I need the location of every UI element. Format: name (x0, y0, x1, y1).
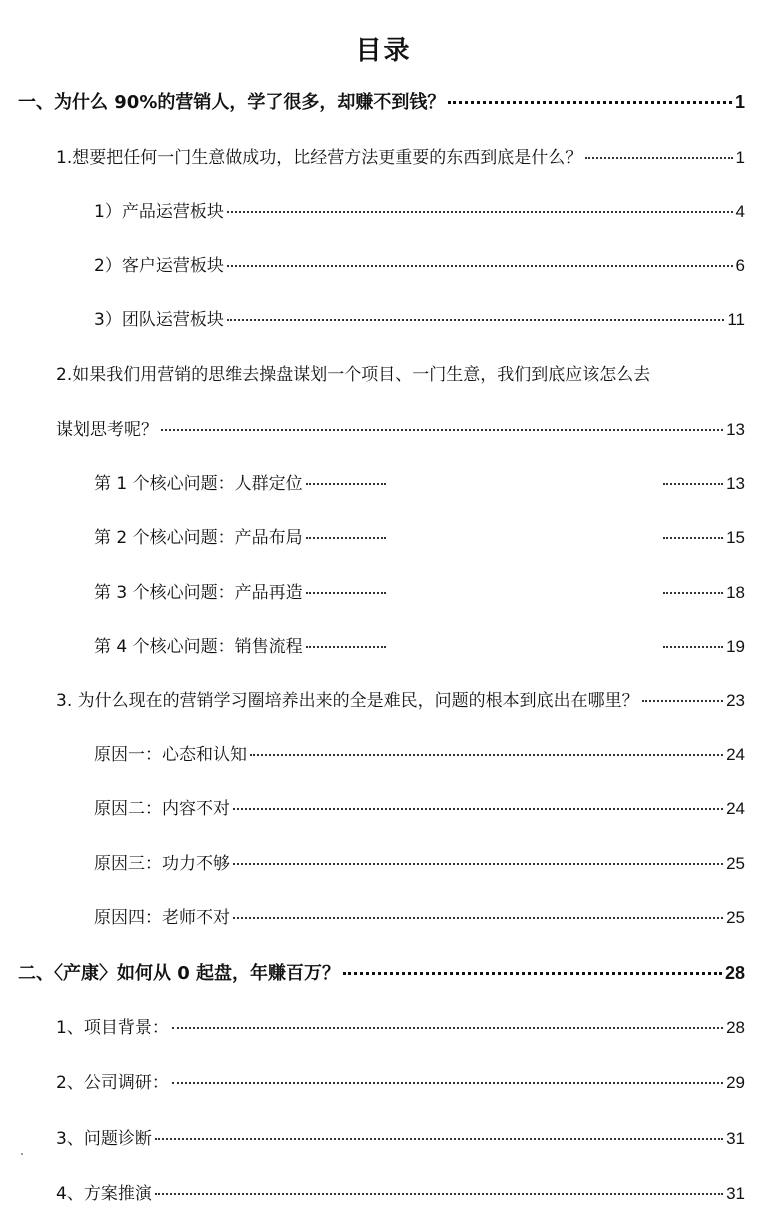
toc-entry-text: 1）产品运营板块 (94, 202, 224, 222)
toc-entry-text: 原因三：功力不够 (94, 854, 230, 874)
dot-leader (172, 1082, 723, 1084)
toc-title: 目录 (355, 36, 412, 66)
dot-leader (306, 537, 386, 539)
toc-entry-2-3[interactable] (56, 1127, 745, 1151)
toc-page-number: 31 (726, 1129, 745, 1148)
toc-entry-1-1-1[interactable] (94, 200, 745, 224)
toc-entry-text: 4、方案推演 (56, 1184, 152, 1204)
dot-leader (306, 592, 386, 594)
toc-entry-text: 1.想要把任何一门生意做成功，比经营方法更重要的东西到底是什么？ (56, 148, 583, 168)
toc-entry-text: 原因四：老师不对 (94, 908, 230, 928)
toc-page-number: 29 (726, 1073, 745, 1092)
toc-page-number: 1 (735, 148, 745, 167)
toc-entry-text: 原因一：心态和认知 (94, 745, 247, 765)
toc-entry-text: 一、为什么 90%的营销人，学了很多，却赚不到钱？ (18, 92, 446, 113)
toc-page-number: 24 (726, 799, 745, 818)
toc-entry-core-3[interactable] (94, 581, 745, 605)
dot-leader (233, 917, 723, 919)
toc-entry-reason-3[interactable] (94, 852, 745, 876)
toc-entry-2-4[interactable] (56, 1182, 745, 1206)
toc-entry-text: 2、公司调研： (56, 1073, 169, 1093)
toc-entry-text: 第 1 个核心问题：人群定位 (94, 474, 303, 494)
dot-leader (155, 1138, 723, 1140)
toc-page-number: 6 (735, 256, 745, 275)
toc-page-number: 13 (726, 474, 745, 493)
scan-speck (21, 1153, 23, 1155)
toc-entry-text: 第 3 个核心问题：产品再造 (94, 583, 303, 603)
toc-entry-reason-4[interactable] (94, 906, 745, 930)
toc-page-number: 4 (735, 202, 745, 221)
toc-entry-2-2[interactable] (56, 1071, 745, 1095)
dot-leader (161, 429, 723, 431)
toc-entry-text: 1、项目背景： (56, 1018, 169, 1038)
toc-entry-1-2-line-2[interactable] (56, 418, 745, 442)
toc-page-number: 25 (726, 854, 745, 873)
toc-entry-text: 二、〈产康〉如何从 0 起盘，年赚百万？ (18, 963, 341, 984)
toc-page-number: 13 (726, 420, 745, 439)
dot-leader (227, 319, 725, 321)
toc-entry-1-1-2[interactable] (94, 254, 745, 278)
toc-entry-text: 第 4 个核心问题：销售流程 (94, 637, 303, 657)
toc-page-number: 18 (726, 583, 745, 602)
dot-leader (227, 265, 733, 267)
toc-entry-1-1[interactable] (56, 146, 745, 170)
toc-entry-text: 2.如果我们用营销的思维去操盘谋划一个项目、一门生意，我们到底应该怎么去 (56, 365, 651, 385)
toc-entry-1-1-3[interactable] (94, 308, 745, 332)
dot-leader (663, 483, 723, 485)
dot-leader (585, 157, 732, 159)
toc-page-number: 28 (726, 1018, 745, 1037)
dot-leader (233, 808, 723, 810)
toc-page-number: 31 (726, 1184, 745, 1203)
toc-entry-section-1[interactable] (18, 90, 745, 115)
dot-leader (306, 483, 386, 485)
dot-leader (233, 863, 723, 865)
dot-leader (343, 972, 722, 975)
toc-entry-text: 原因二：内容不对 (94, 799, 230, 819)
toc-entry-text: 3）团队运营板块 (94, 310, 224, 330)
dot-leader (306, 646, 386, 648)
toc-entry-core-4[interactable] (94, 635, 745, 659)
toc-entry-text: 第 2 个核心问题：产品布局 (94, 528, 303, 548)
toc-page-number: 25 (726, 908, 745, 927)
toc-entry-text: 3. 为什么现在的营销学习圈培养出来的全是难民，问题的根本到底出在哪里？ (56, 691, 639, 711)
toc-entry-reason-2[interactable] (94, 797, 745, 821)
toc-page-number: 19 (726, 637, 745, 656)
toc-entry-1-3[interactable] (56, 689, 745, 713)
toc-entry-text: 谋划思考呢？ (56, 420, 158, 440)
toc-entry-text: 2）客户运营板块 (94, 256, 224, 276)
dot-leader (642, 700, 723, 702)
dot-leader (227, 211, 733, 213)
toc-entry-text: 3、问题诊断 (56, 1129, 152, 1149)
dot-leader (250, 754, 723, 756)
toc-entry-section-2[interactable] (18, 961, 745, 986)
toc-page-number: 24 (726, 745, 745, 764)
toc-entry-core-2[interactable] (94, 526, 745, 550)
toc-page-number: 11 (727, 310, 745, 329)
toc-page-number: 28 (724, 963, 745, 983)
toc-entry-2-1[interactable] (56, 1016, 745, 1040)
toc-page-number: 1 (734, 92, 745, 112)
toc-entry-reason-1[interactable] (94, 743, 745, 767)
toc-page-number: 15 (726, 528, 745, 547)
dot-leader (663, 537, 723, 539)
toc-entry-1-2-line-1[interactable] (56, 363, 745, 387)
dot-leader (155, 1193, 723, 1195)
toc-entry-core-1[interactable] (94, 472, 745, 496)
dot-leader (448, 101, 732, 104)
dot-leader (663, 646, 723, 648)
dot-leader (172, 1027, 723, 1029)
dot-leader (663, 592, 723, 594)
toc-page-number: 23 (726, 691, 745, 710)
